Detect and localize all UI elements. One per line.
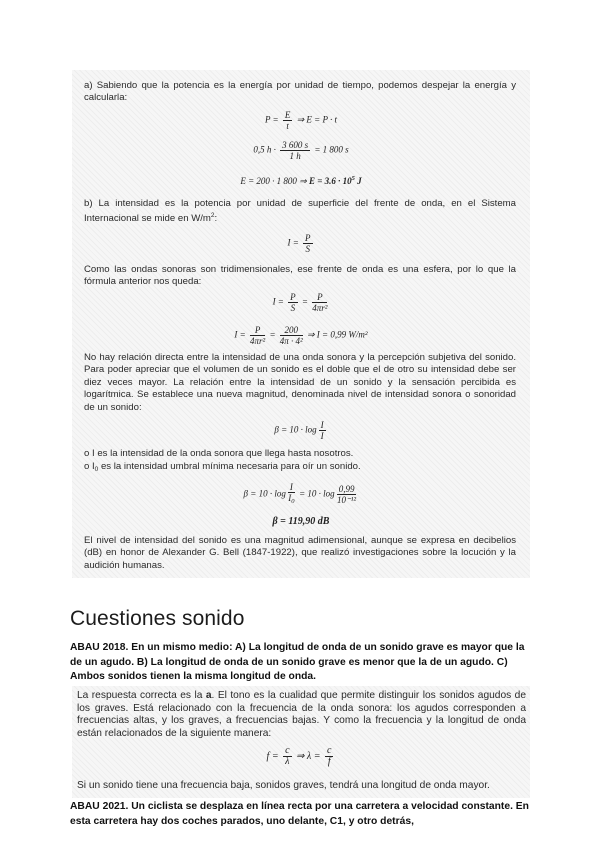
part-b-text: b) La intensidad es la potencia por unidad de superficie del frente de onda, en el Sistema Internacional se mide en $W/m^2$: <box>84 198 516 225</box>
section-title: Cuestiones sonido <box>70 607 245 630</box>
equation-wavelength: f = $\frac{c}{\lambda}$ ⇒ λ = $\frac{c}{f}$ <box>266 745 332 767</box>
equation-loudness-definition: β = 10 · log $\frac{I}{I}$ <box>274 420 324 441</box>
answer-box <box>72 686 530 798</box>
question-abau-2018: ABAU 2018. En un mismo medio: A) La longitud de onda de un sonido grave es mayor que la de un agudo. B) La longitud de onda de un sonido grave es menor que la de un agudo. C) Ambos sonidos tienen la misma longitud de onda. <box>70 642 525 682</box>
equation-loudness-result: β = 119,90 dB <box>272 516 330 527</box>
question-abau-2021: ABAU 2021. Un ciclista se desplaza en línea recta por una carretera a velocidad constante. En esta carretera hay dos coches parados, uno delante, C1, y otro detrás, <box>70 801 529 827</box>
equation-energy-result: E = 200 · 1 800 ⇒ $E = 3.6 \cdot 10^5$ J <box>240 175 362 186</box>
part-a-text: a) Sabiendo que la potencia es la energía por unidad de tiempo, podemos despejar la energía y calcularla: <box>84 80 516 104</box>
equation-loudness-value: β = 10 · log $\frac{I}{I_0}$ = 10 · log $\frac{0,99}{\text{10⁻¹²}}$ <box>243 482 357 505</box>
solution-box <box>72 70 530 578</box>
equation-intensity-sphere: I = $\frac{P}{S}$ = $\frac{P}{\text{4πr²}}$ <box>272 292 328 313</box>
equation-power: P = $\frac{E}{t}$ ⇒ E = P · t <box>264 110 338 131</box>
sphere-text: Como las ondas sonoras son tridimensionales, ese frente de onda es una esfera, por lo que la fórmula anterior nos queda: <box>84 264 516 288</box>
answer-conclusion: Si un sonido tiene una frecuencia baja, sonidos graves, tendrá una longitud de onda mayor. <box>77 780 490 791</box>
equation-intensity-value: I = $\frac{P}{\text{4πr²}}$ = $\frac{200}{\text{4π · 4²}}$ ⇒ I = 0,99 W/m² <box>234 325 368 346</box>
bullet-intensity: o I es la intensidad de la onda sonora que llega hasta nosotros. <box>84 448 354 459</box>
equation-time-conversion: 0,5 h · $\frac{3 600 s}{1 h}$ = 1 800 s <box>253 140 349 161</box>
bullet-threshold: o $I_0$ es la intensidad umbral mínima necesaria para oír un sonido. <box>84 461 361 473</box>
equation-intensity: I = $\frac{P}{S}$ <box>287 233 311 254</box>
answer-text: La respuesta correcta es la a. El tono es la cualidad que permite distinguir los sonidos agudos de los graves. Está relacionado con la frecuencia de la onda sonora: los agudos corresponden a frecuencias altas, y los graves, a frecuencias bajas. Y como la frecuencia y la longitud de onda están relacionados de la siguiente manera: <box>77 690 527 739</box>
decibel-note: El nivel de intensidad del sonido es una magnitud adimensional, aunque se expresa en decibelios (dB) en honor de Alexander G. Bell (1847-1922), que realizó investigaciones sobre la locución y la audición humanas. <box>84 535 516 571</box>
loudness-explanation: No hay relación directa entre la intensidad de una onda sonora y la percepción subjetiva del sonido. Para poder apreciar que el volumen de un sonido es el doble que el de otro su intensidad debe ser diez veces mayor. La relación entre la intensidad de un sonido y la sensación percibida es logarítmica. Se establece una nueva magnitud, denominada nivel de intensidad sonora o sonoridad de un sonido: <box>84 352 516 413</box>
